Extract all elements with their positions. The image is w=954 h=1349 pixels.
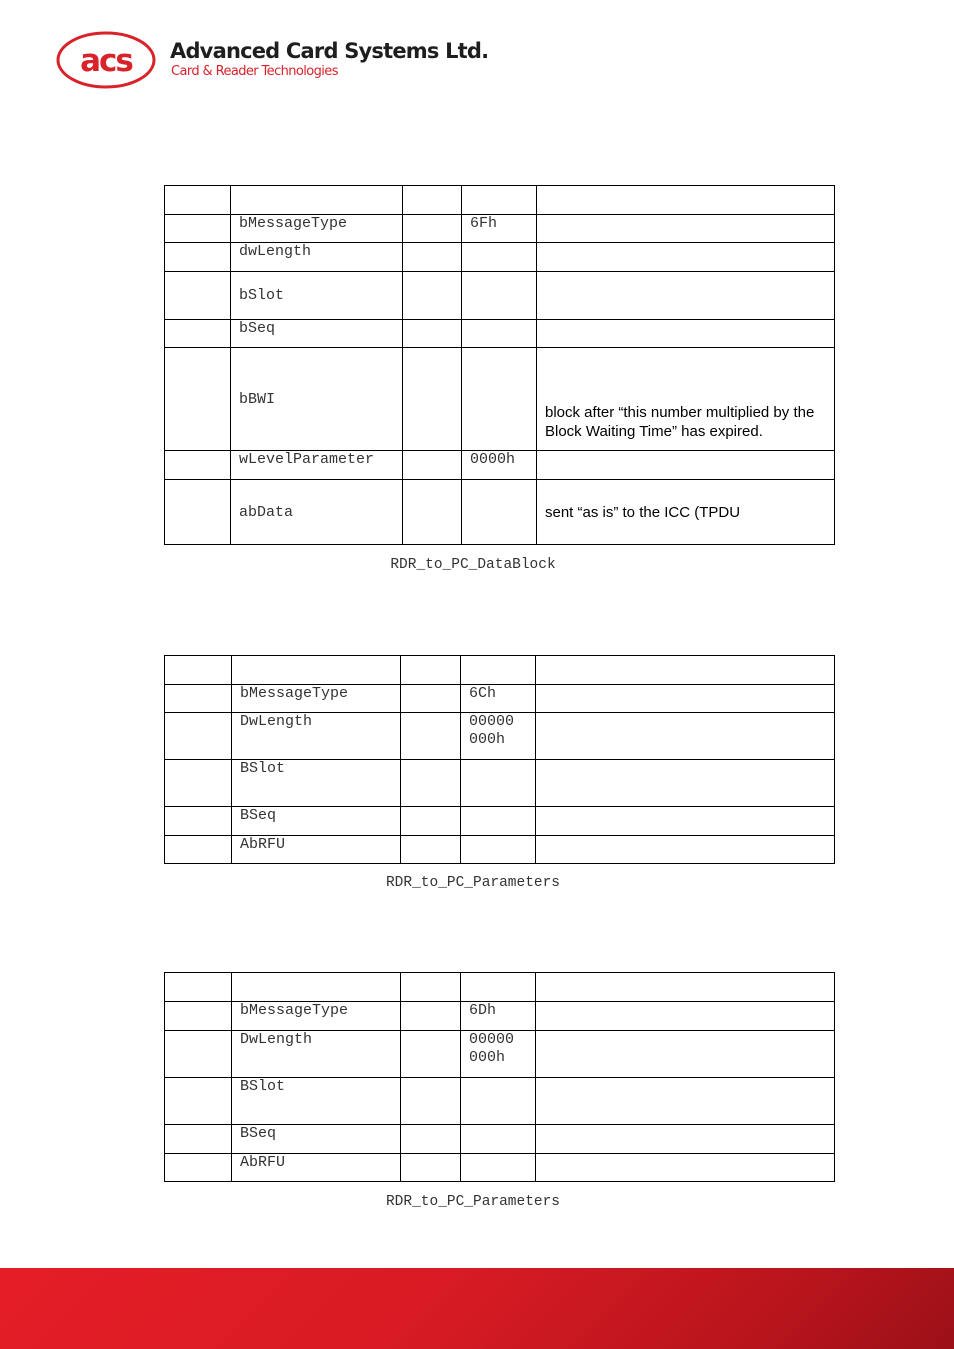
table-row	[165, 1125, 835, 1154]
table-row	[165, 713, 835, 760]
field-name: bBWI	[231, 348, 403, 451]
field-name: AbRFU	[232, 836, 401, 864]
field-name: abData	[231, 480, 403, 545]
rdr-to-pc-datablock-table	[164, 185, 835, 545]
table-caption: RDR_to_PC_Parameters	[385, 1194, 561, 1210]
table-row	[165, 1002, 835, 1031]
table-row	[165, 760, 835, 807]
table-row	[165, 320, 835, 348]
table-row	[165, 243, 835, 272]
field-description: sent “as is” to the ICC (TPDU	[537, 480, 835, 545]
footer-band	[0, 1268, 954, 1349]
field-name: bMessageType	[232, 685, 401, 713]
field-name: BSeq	[232, 807, 401, 836]
acs-logo-icon	[56, 30, 160, 94]
company-tagline: Card & Reader Technologies	[171, 64, 338, 79]
table-row	[165, 685, 835, 713]
field-value: 6Ch	[461, 685, 536, 713]
table-row	[165, 480, 835, 545]
table-header-row	[165, 186, 835, 215]
table-header-row	[165, 973, 835, 1002]
table-row	[165, 1031, 835, 1078]
company-name: Advanced Card Systems Ltd.	[170, 39, 489, 63]
field-name: bSeq	[231, 320, 403, 348]
field-name: wLevelParameter	[231, 451, 403, 480]
field-value: 00000 000h	[461, 1031, 536, 1078]
table-row	[165, 836, 835, 864]
field-value: 0000h	[462, 451, 537, 480]
field-value: 6Dh	[461, 1002, 536, 1031]
field-name: bMessageType	[232, 1002, 401, 1031]
field-description: block after “this number multiplied by the Block Waiting Time” has expired.	[537, 348, 835, 451]
field-name: BSlot	[232, 760, 401, 807]
field-value: 00000 000h	[461, 713, 536, 760]
table-caption: RDR_to_PC_DataBlock	[390, 557, 556, 573]
table-header-row	[165, 656, 835, 685]
table-row	[165, 807, 835, 836]
table-row	[165, 348, 835, 451]
table-row	[165, 1154, 835, 1182]
field-name: bMessageType	[231, 215, 403, 243]
logo-wordmark: acs	[80, 43, 132, 79]
field-name: AbRFU	[232, 1154, 401, 1182]
company-logo	[56, 30, 489, 94]
field-value: 6Fh	[462, 215, 537, 243]
table-caption: RDR_to_PC_Parameters	[385, 875, 561, 891]
rdr-to-pc-parameters-table	[164, 655, 835, 864]
rdr-to-pc-parameters-table-2	[164, 972, 835, 1182]
table-row	[165, 215, 835, 243]
field-name: BSeq	[232, 1125, 401, 1154]
field-name: dwLength	[231, 243, 403, 272]
field-name: BSlot	[232, 1078, 401, 1125]
field-name: bSlot	[231, 272, 403, 320]
field-name: DwLength	[232, 713, 401, 760]
field-name: DwLength	[232, 1031, 401, 1078]
table-row	[165, 1078, 835, 1125]
table-row	[165, 272, 835, 320]
table-row	[165, 451, 835, 480]
